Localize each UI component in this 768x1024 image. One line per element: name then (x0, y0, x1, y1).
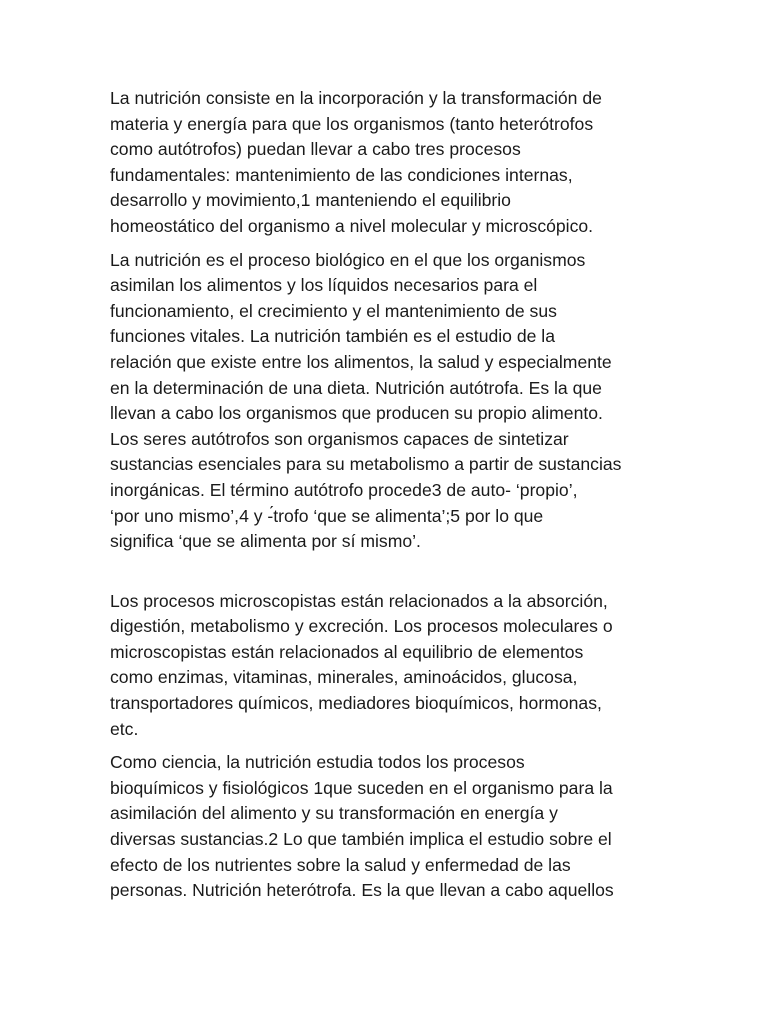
text-line: homeostático del organismo a nivel molecular y microscópico. (110, 215, 594, 236)
text-line: desarrollo y movimiento,1 manteniendo el equilibrio (110, 190, 511, 211)
text-line: en la determinación de una dieta. Nutrición autótrofa. Es la que (110, 377, 602, 398)
text-line: materia y energía para que los organismos (tanto heterótrofos (110, 113, 594, 134)
text-line: transportadores químicos, mediadores bioquímicos, hormonas, (110, 693, 602, 714)
text-line: asimilan los alimentos y los líquidos necesarios para el (110, 275, 538, 296)
text-line: microscopistas están relacionados al equilibrio de elementos (110, 641, 584, 662)
text-line: personas. Nutrición heterótrofa. Es la que llevan a cabo aquellos (110, 880, 614, 901)
text-line: ‘por uno mismo’,4 y -́trofo ‘que se alimenta’;5 por lo que (110, 505, 544, 526)
text-line: como autótrofos) puedan llevar a cabo tres procesos (110, 139, 521, 160)
text-line: funcionamiento, el crecimiento y el mantenimiento de sus (110, 300, 557, 321)
blank-line-spacer (110, 563, 660, 589)
text-line: Los procesos microscopistas están relacionados a la absorción, (110, 590, 608, 611)
text-line: sustancias esenciales para su metabolismo a partir de sustancias (110, 454, 622, 475)
text-line: etc. (110, 718, 139, 739)
paragraph-nutricion-definicion (110, 86, 660, 240)
text-line: fundamentales: mantenimiento de las condiciones internas, (110, 164, 573, 185)
paragraph-proceso-biologico (110, 248, 660, 555)
text-line: diversas sustancias.2 Lo que también implica el estudio sobre el (110, 829, 612, 850)
paragraph-como-ciencia (110, 750, 660, 904)
text-line: relación que existe entre los alimentos, la salud y especialmente (110, 351, 612, 372)
text-line: inorgánicas. El término autótrofo procede3 de auto- ‘propio’, (110, 479, 578, 500)
text-line: significa ‘que se alimenta por sí mismo’. (110, 531, 421, 552)
text-line: asimilación del alimento y su transformación en energía y (110, 803, 558, 824)
text-line: Como ciencia, la nutrición estudia todos los procesos (110, 752, 525, 773)
text-line: bioquímicos y fisiológicos 1que suceden en el organismo para la (110, 777, 613, 798)
document-page (110, 86, 660, 912)
text-line: Los seres autótrofos son organismos capaces de sintetizar (110, 428, 569, 449)
text-line: La nutrición es el proceso biológico en el que los organismos (110, 249, 586, 270)
text-line: digestión, metabolismo y excreción. Los procesos moleculares o (110, 616, 613, 637)
text-line: como enzimas, vitaminas, minerales, aminoácidos, glucosa, (110, 667, 578, 688)
text-line: La nutrición consiste en la incorporación y la transformación de (110, 88, 602, 108)
paragraph-procesos-microscopistas (110, 589, 660, 743)
text-line: efecto de los nutrientes sobre la salud y enfermedad de las (110, 854, 571, 875)
text-line: llevan a cabo los organismos que producen su propio alimento. (110, 403, 603, 424)
text-line: funciones vitales. La nutrición también es el estudio de la (110, 326, 555, 347)
